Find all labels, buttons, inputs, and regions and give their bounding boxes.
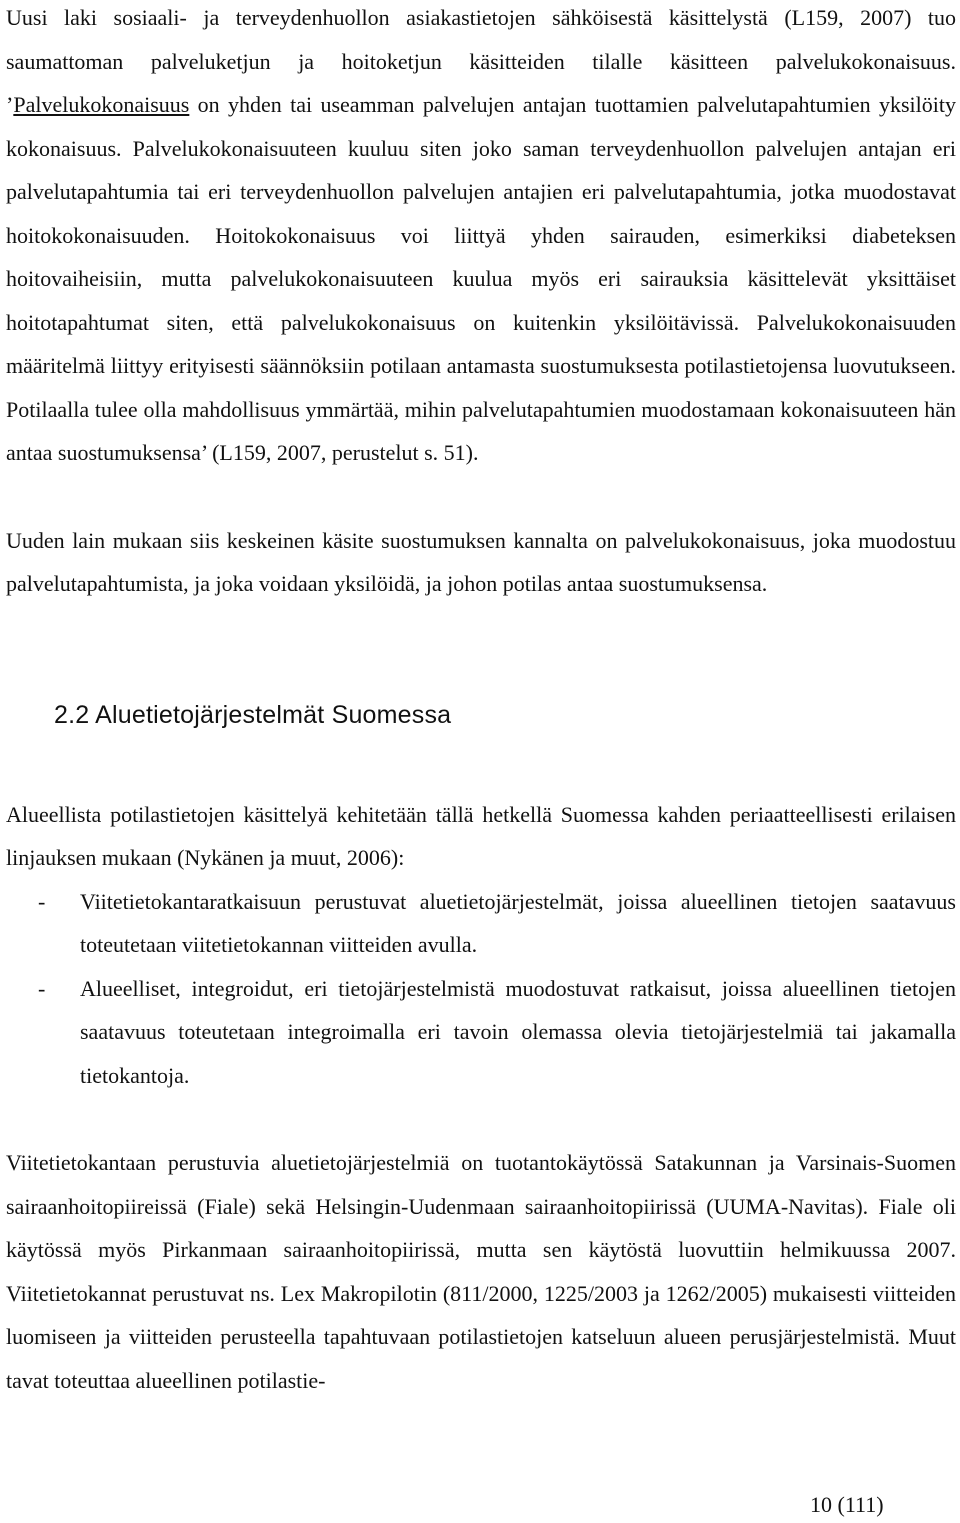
bullet-dash: - (38, 888, 46, 914)
document-page (6, 0, 956, 1402)
page-number: 10 (111) (810, 1492, 884, 1517)
bullet-list (6, 880, 956, 1098)
bullet-item-integroidut (6, 967, 956, 1098)
paragraph-palvelukokonaisuus (6, 0, 956, 475)
bullet-text: Alueelliset, integroidut, eri tietojärjestelmistä muodostuvat ratkaisut, joissa alueellinen tietojen saatavuus toteutetaan integroimalla eri tavoin olemassa olevia tietojärjestelmiä tai jakamalla tietokantoja. (80, 975, 956, 1088)
paragraph-1-text-end: on yhden tai useamman palvelujen antajan tuottamien palvelutapahtumien yksilöity kokonaisuus. Palvelukokonaisuuteen kuuluu siten joko saman terveydenhuollon palvelujen antajan eri palvelutapahtumia tai eri terveydenhuollon palvelujen antajien eri palvelutapahtumia, jotka muodostavat hoitokokonaisuuden. Hoitokokonaisuus voi liittyä yhden sairauden, esimerkiksi diabeteksen hoitovaiheisiin, mutta palvelukokonaisuuteen kuulua myös eri sairauksia käsittelevät yksittäiset hoitotapahtumat siten, että palvelukokonaisuus on kuitenkin yksilöitävissä. Palvelukokonaisuuden määritelmä liittyy erityisesti säännöksiin potilaan antamasta suostumuksesta potilastietojensa luovutukseen. Potilaalla tulee olla mahdollisuus ymmärtää, mihin palvelutapahtumien muodostamaan kokonaisuuteen hän antaa suostumuksensa’ (L159, 2007, perustelut s. 51). (6, 92, 956, 465)
paragraph-viitetietokanta-systems: Viitetietokantaan perustuvia aluetietojärjestelmiä on tuotantokäytössä Satakunnan ja Varsinais-Suomen sairaanhoitopiireissä (Fiale) sekä Helsingin-Uudenmaan sairaanhoitopiirissä (UUMA-Navitas). Fiale oli käytössä myös Pirkanmaan sairaanhoitopiirissä, mutta sen käytöstä luovuttiin helmikuussa 2007. Viitetietokannat perustuvat ns. Lex Makropilotin (811/2000, 1225/2003 ja 1262/2005) mukaisesti viitteiden luomiseen ja viitteiden perusteella tapahtuvaan potilastietojen katseluun alueen perusjärjestelmistä. Muut tavat toteuttaa alueellinen potilastie- (6, 1150, 956, 1393)
section-heading-2-2: 2.2 Aluetietojärjestelmät Suomessa (54, 700, 452, 729)
bullet-dash: - (38, 975, 46, 1001)
paragraph-regional-processing: Alueellista potilastietojen käsittelyä kehitetään tällä hetkellä Suomessa kahden periaatteellisesti erilaisen linjauksen mukaan (Nykänen ja muut, 2006): (6, 801, 956, 870)
paragraph-1-text-start: Uusi laki sosiaali- ja terveydenhuollon asiakastietojen sähköisestä käsittelystä (L159, 2007) tuo saumattoman palveluketjun ja hoitoketjun käsitteiden tilalle käsitteen palvelukokonaisuus. ’ (6, 5, 956, 117)
bullet-item-viitetietokanta (6, 880, 956, 967)
paragraph-new-law: Uuden lain mukaan siis keskeinen käsite suostumuksen kannalta on palvelukokonaisuus, joka muodostuu palvelutapahtumista, ja joka voidaan yksilöidä, ja johon potilas antaa suostumuksensa. (6, 527, 956, 596)
palvelukokonaisuus-link[interactable]: Palvelukokonaisuus (13, 92, 190, 117)
bullet-text: Viitetietokantaratkaisuun perustuvat aluetietojärjestelmät, joissa alueellinen tietojen saatavuus toteutetaan viitetietokannan viitteiden avulla. (80, 888, 956, 957)
